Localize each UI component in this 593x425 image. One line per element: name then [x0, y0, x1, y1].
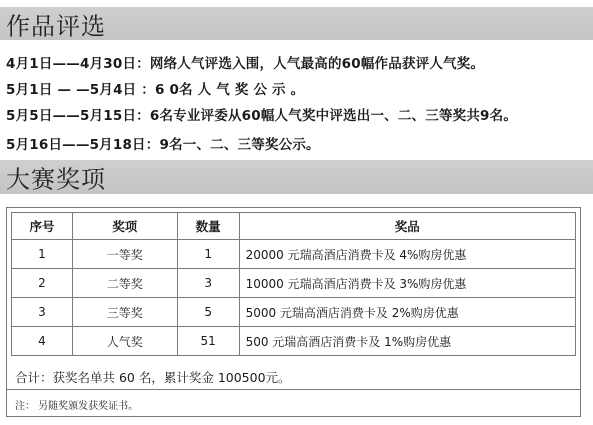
cell-prize: 5000 元瑞高酒店消费卡及 2%购房优惠 [239, 298, 575, 327]
awards-panel [6, 207, 581, 417]
cell-quantity: 3 [177, 269, 239, 298]
divider [7, 389, 580, 390]
cell-award: 一等奖 [72, 240, 177, 269]
table-row [12, 240, 576, 269]
cell-quantity: 51 [177, 327, 239, 356]
cell-prize: 20000 元瑞高酒店消费卡及 4%购房优惠 [239, 240, 575, 269]
total-summary: 合计：获奖名单共 60 名，累计奖金 100500元。 [15, 370, 291, 385]
footnote: 注： 另随奖颁发获奖证书。 [15, 401, 139, 412]
column-header-quantity: 数量 [177, 213, 239, 240]
schedule-line: 5月16日——5月18日：9名一、二、三等奖公示。 [6, 137, 320, 153]
schedule-line: 5月5日——5月15日：6名专业评委从60幅人气奖中评选出一、二、三等奖共9名。 [6, 108, 518, 124]
cell-number: 4 [12, 327, 73, 356]
cell-prize: 500 元瑞高酒店消费卡及 1%购房优惠 [239, 327, 575, 356]
table-row [12, 298, 576, 327]
table-header-row [12, 213, 576, 240]
column-header-number: 序号 [12, 213, 73, 240]
cell-number: 2 [12, 269, 73, 298]
schedule-line: 5月1日 — —5月4日 ：6 0名 人 气 奖 公 示 。 [6, 82, 305, 98]
cell-number: 3 [12, 298, 73, 327]
cell-prize: 10000 元瑞高酒店消费卡及 3%购房优惠 [239, 269, 575, 298]
table-row [12, 269, 576, 298]
column-header-award: 奖项 [72, 213, 177, 240]
cell-quantity: 5 [177, 298, 239, 327]
section-header-selection [0, 7, 593, 40]
cell-number: 1 [12, 240, 73, 269]
cell-award: 二等奖 [72, 269, 177, 298]
table-row [12, 327, 576, 356]
section-title: 大赛奖项 [6, 165, 106, 194]
schedule-line: 4月1日——4月30日：网络人气评选入围，人气最高的60幅作品获评人气奖。 [6, 56, 485, 72]
section-header-awards [0, 160, 593, 194]
awards-table [11, 212, 576, 356]
cell-award: 三等奖 [72, 298, 177, 327]
cell-quantity: 1 [177, 240, 239, 269]
cell-award: 人气奖 [72, 327, 177, 356]
column-header-prize: 奖品 [239, 213, 575, 240]
section-title: 作品评选 [6, 12, 106, 40]
